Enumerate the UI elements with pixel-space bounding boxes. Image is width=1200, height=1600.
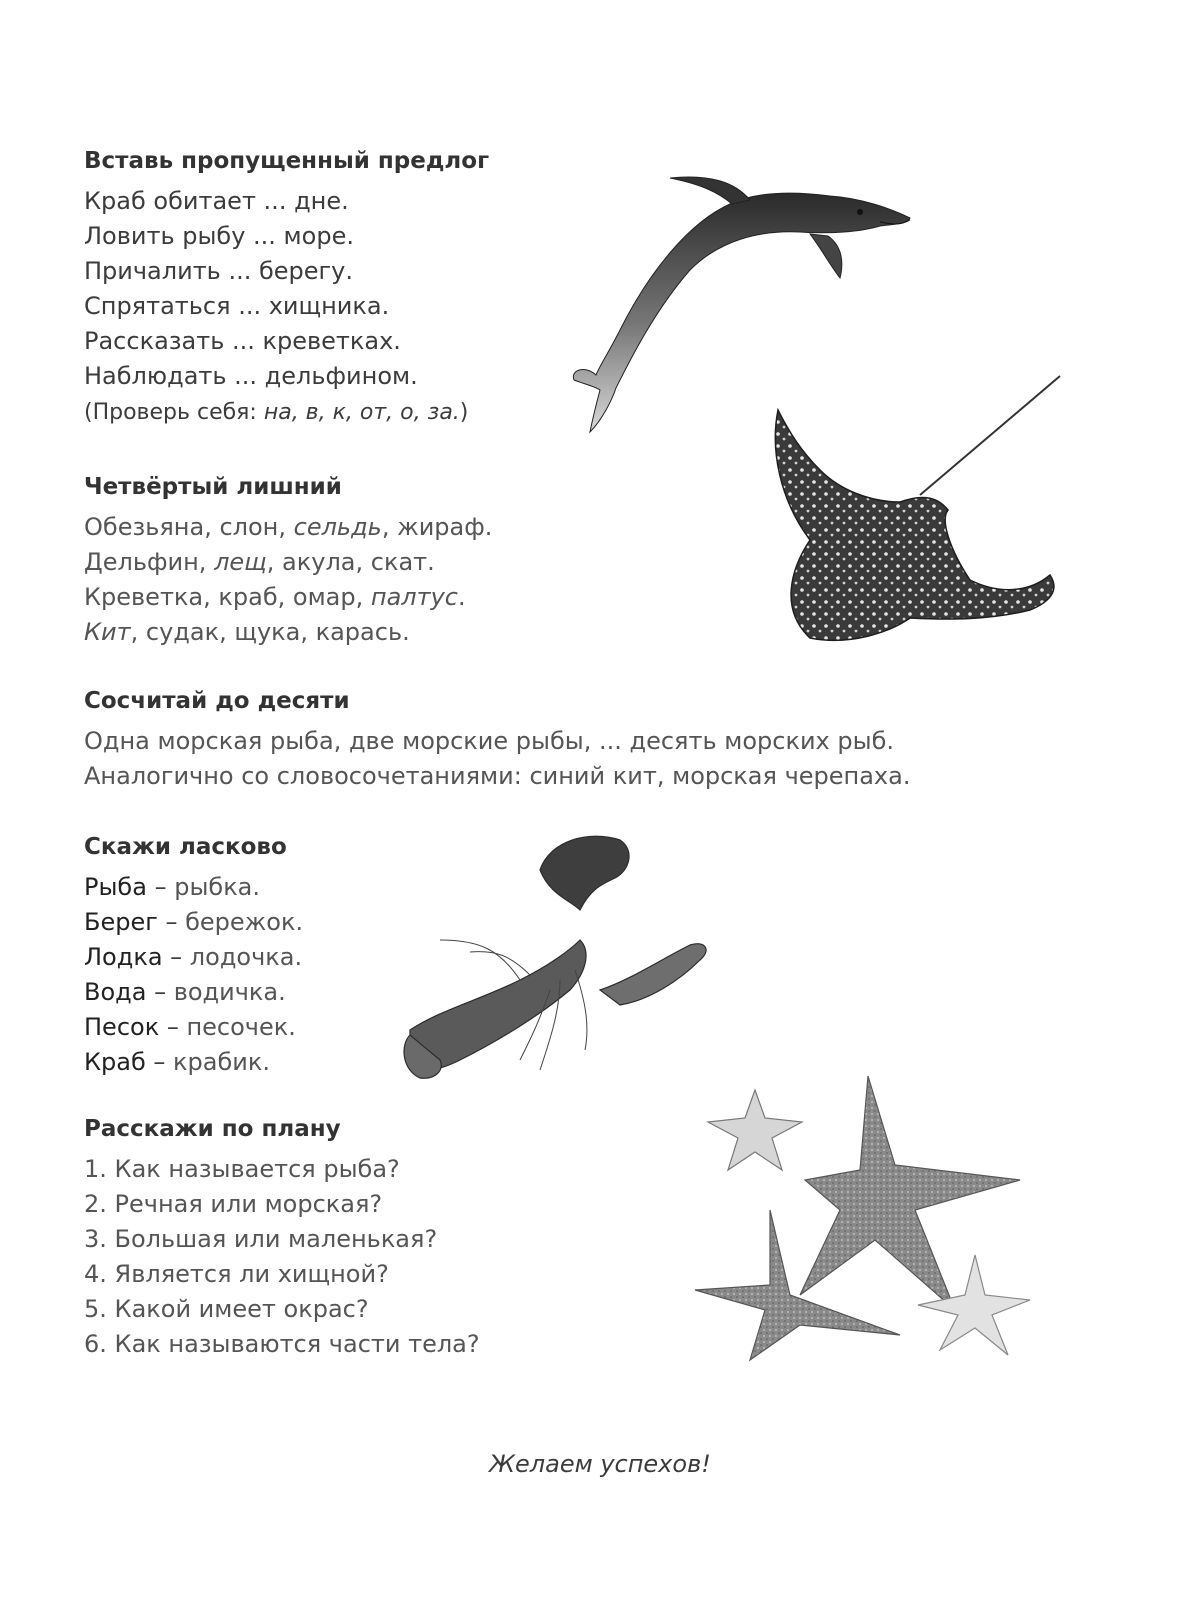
plan-item: 3. Большая или маленькая? — [84, 1225, 438, 1253]
plan-item: 2. Речная или морская? — [84, 1190, 383, 1218]
plan-item: 4. Является ли хищной? — [84, 1260, 389, 1288]
plan-item: 1. Как называется рыба? — [84, 1155, 400, 1183]
exercise-line: Причалить ... берегу. — [84, 257, 353, 285]
exercise-line: Краб обитает ... дне. — [84, 187, 349, 215]
word-pair: Рыба – рыбка. — [84, 873, 261, 901]
section-affection — [84, 834, 303, 1080]
odd-word: сельдь — [293, 513, 382, 541]
section-odd-one-out — [84, 474, 492, 650]
diminutive: песочек. — [186, 1013, 296, 1041]
exercise-line: Рассказать ... креветках. — [84, 327, 401, 355]
section-title: Четвёртый лишний — [84, 474, 342, 500]
exercise-line: Ловить рыбу ... море. — [84, 222, 354, 250]
starfish-illustration — [690, 1070, 1060, 1370]
exercise-line: Одна морская рыба, две морские рыбы, ... десять морских рыб. — [84, 727, 894, 755]
section-title: Расскажи по плану — [84, 1116, 341, 1142]
diminutive: рыбка. — [174, 873, 261, 901]
section-title: Вставь пропущенный предлог — [84, 148, 490, 174]
word-row: Креветка, краб, омар, палтус. — [84, 583, 466, 611]
word-pair: Берег – бережок. — [84, 908, 304, 936]
word-pair: Лодка – лодочка. — [84, 943, 303, 971]
closing-wish: Желаем успехов! — [489, 1450, 711, 1478]
plan-item: 5. Какой имеет окрас? — [84, 1295, 369, 1323]
word-row: Кит, судак, щука, карась. — [84, 618, 410, 646]
word-row: Дельфин, лещ, акула, скат. — [84, 548, 435, 576]
answer-check: (Проверь себя: на, в, к, от, о, за.) — [84, 400, 469, 425]
odd-word: Кит — [84, 618, 131, 646]
word-row: Обезьяна, слон, сельдь, жираф. — [84, 513, 493, 541]
section-title: Сосчитай до десяти — [84, 688, 350, 714]
stingray-illustration — [750, 370, 1070, 650]
section-plan — [84, 1116, 480, 1362]
plan-item: 6. Как называются части тела? — [84, 1330, 480, 1358]
word-pair: Вода – водичка. — [84, 978, 286, 1006]
odd-word: палтус — [370, 583, 458, 611]
word-pair: Песок – песочек. — [84, 1013, 296, 1041]
word-pair: Краб – крабик. — [84, 1048, 271, 1076]
section-title: Скажи ласково — [84, 834, 287, 860]
section-count — [84, 688, 910, 794]
diminutive: лодочка. — [189, 943, 303, 971]
odd-word: лещ — [214, 548, 267, 576]
exercise-line: Наблюдать ... дельфином. — [84, 362, 418, 390]
lobster-illustration — [400, 830, 720, 1100]
exercise-line: Спрятаться ... хищника. — [84, 292, 390, 320]
diminutive: бережок. — [185, 908, 304, 936]
diminutive: водичка. — [173, 978, 286, 1006]
diminutive: крабик. — [173, 1048, 271, 1076]
exercise-line: Аналогично со словосочетаниями: синий кит, морская черепаха. — [84, 762, 911, 790]
section-preposition — [84, 148, 489, 432]
answer-list: на, в, к, от, о, за. — [263, 400, 460, 425]
